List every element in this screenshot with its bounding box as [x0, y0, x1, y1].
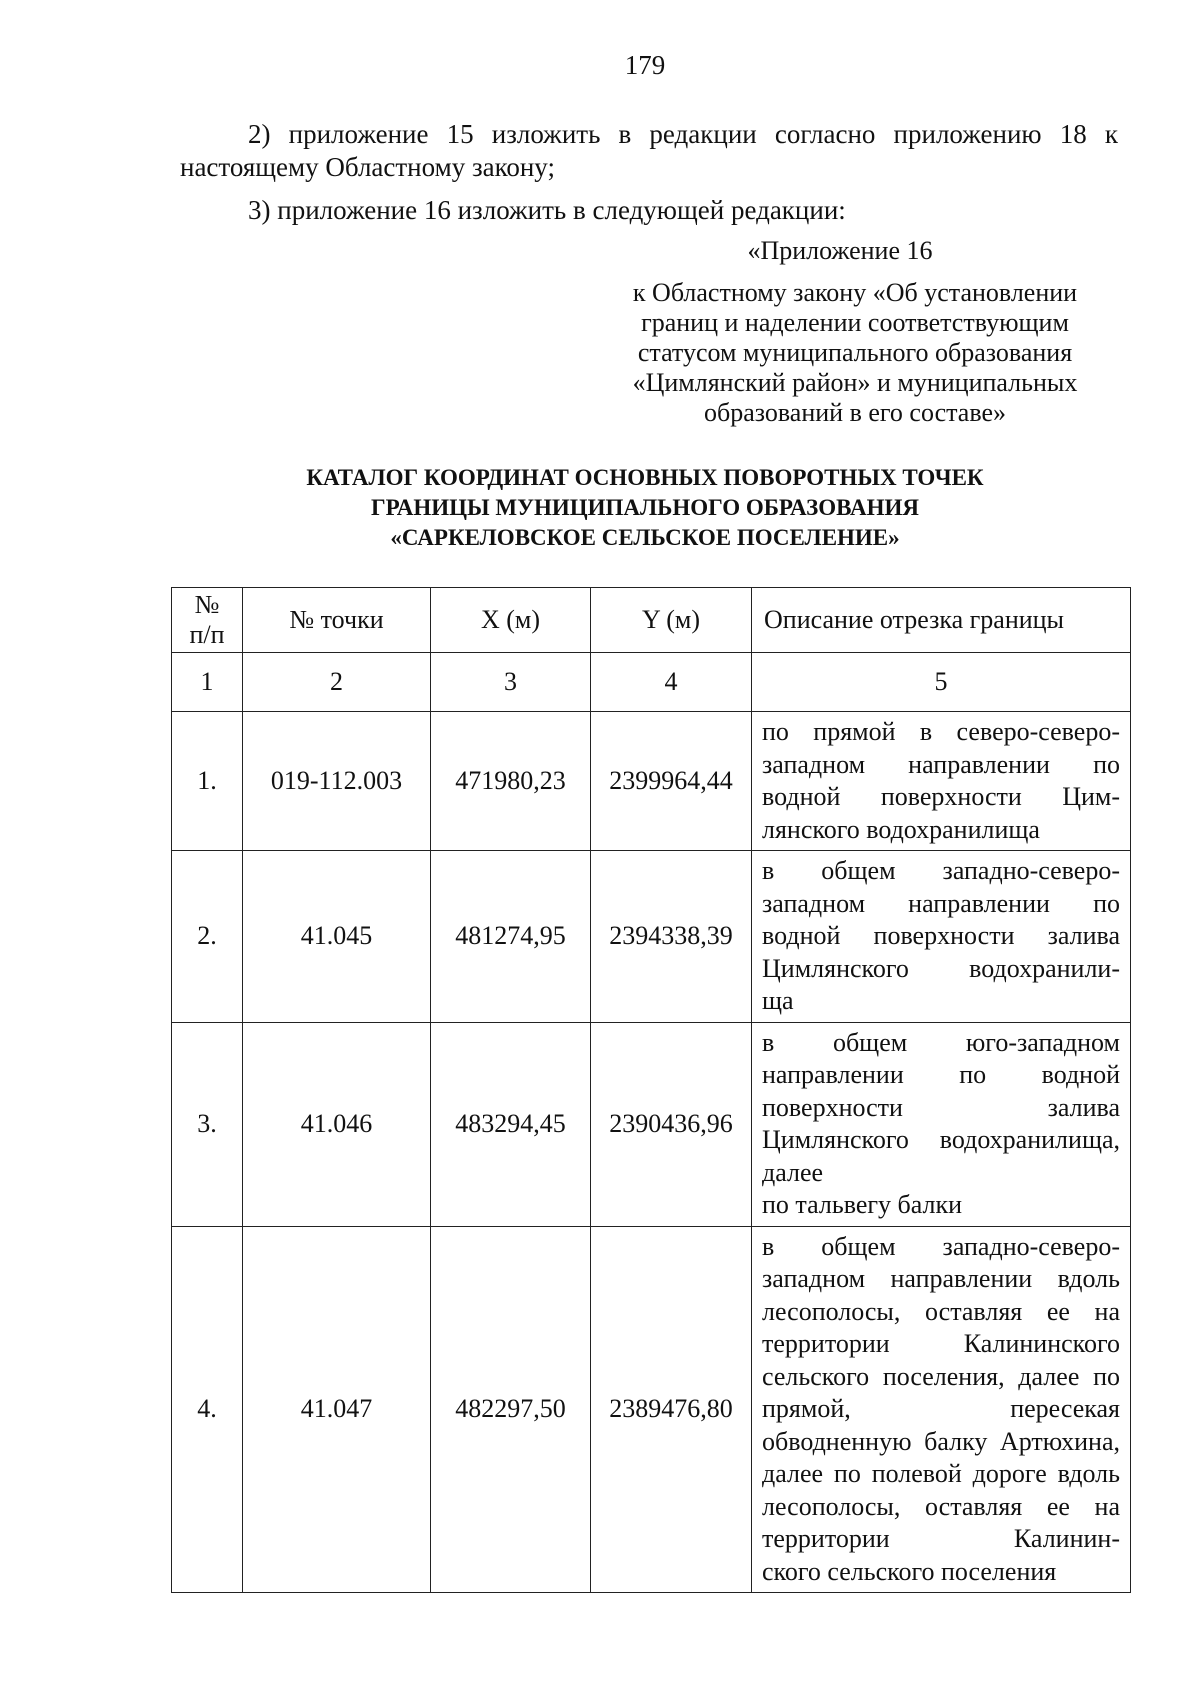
row-description-end: ща	[762, 986, 794, 1015]
row-point: 41.047	[243, 1226, 431, 1593]
appendix-line: границ и наделении соответствующим	[641, 308, 1069, 337]
row-description	[752, 1022, 1131, 1226]
row-point: 41.046	[243, 1022, 431, 1226]
row-x: 483294,45	[431, 1022, 591, 1226]
paragraph-item-3: 3) приложение 16 изложить в следующей редакции:	[248, 195, 846, 225]
table-row	[172, 851, 1131, 1023]
column-number: 5	[752, 653, 1131, 712]
table-row	[172, 712, 1131, 851]
catalog-title-line: «САРКЕЛОВСКОЕ СЕЛЬСКОЕ ПОСЕЛЕНИЕ»	[390, 525, 900, 550]
row-y: 2399964,44	[591, 712, 752, 851]
header-point: № точки	[243, 588, 431, 653]
row-description	[752, 712, 1131, 851]
row-x: 471980,23	[431, 712, 591, 851]
row-description	[752, 1226, 1131, 1593]
table-row	[172, 1022, 1131, 1226]
row-number: 4.	[172, 1226, 243, 1593]
header-x: X (м)	[431, 588, 591, 653]
appendix-line: к Областному закону «Об установлении	[632, 278, 1078, 307]
row-description-end: лянского водохранилища	[762, 814, 1040, 844]
column-number: 3	[431, 653, 591, 712]
column-number: 4	[591, 653, 752, 712]
table-row	[172, 1226, 1131, 1593]
appendix-reference	[590, 278, 1120, 428]
appendix-line: образований в его составе»	[703, 398, 1007, 427]
row-y: 2390436,96	[591, 1022, 752, 1226]
row-description-end: по тальвегу балки	[762, 1190, 963, 1219]
row-description-text: по прямой в северо-северо-западном направлении по водной поверхности Цим-	[762, 717, 1120, 811]
appendix-line: статусом муниципального образования	[637, 338, 1073, 367]
row-x: 481274,95	[431, 851, 591, 1023]
appendix-line: «Цимлянский район» и муниципальных	[632, 368, 1078, 397]
catalog-title	[160, 463, 1130, 553]
coordinates-table	[171, 587, 1131, 1593]
row-description-end: ского сельского поселения	[762, 1556, 1057, 1586]
row-number: 3.	[172, 1022, 243, 1226]
row-number: 2.	[172, 851, 243, 1023]
header-y: Y (м)	[591, 588, 752, 653]
row-x: 482297,50	[431, 1226, 591, 1593]
row-description-text: в общем юго-западном направлении по водной поверхности залива Цимлянского водохранилища, далее	[762, 1027, 1120, 1187]
header-number-top: №	[194, 590, 220, 619]
row-description-text: в общем западно-северо-западном направлении по водной поверхности залива Цимлянского водохранили-	[762, 856, 1120, 983]
row-point: 019-112.003	[243, 712, 431, 851]
appendix-title: «Приложение 16	[747, 236, 933, 265]
catalog-title-line: ГРАНИЦЫ МУНИЦИПАЛЬНОГО ОБРАЗОВАНИЯ	[371, 495, 919, 520]
row-number: 1.	[172, 712, 243, 851]
catalog-title-line: КАТАЛОГ КООРДИНАТ ОСНОВНЫХ ПОВОРОТНЫХ ТОЧЕК	[306, 465, 984, 490]
page-number: 179	[624, 50, 666, 80]
row-description	[752, 851, 1131, 1023]
header-number	[172, 588, 243, 653]
row-point: 41.045	[243, 851, 431, 1023]
header-number-bottom: п/п	[189, 620, 225, 649]
column-number: 1	[172, 653, 243, 712]
column-number-row	[172, 653, 1131, 712]
header-description: Описание отрезка границы	[752, 588, 1131, 653]
paragraph-item-2: 2) приложение 15 изложить в редакции согласно приложению 18 к настоящему Областному закону;	[180, 119, 1118, 182]
column-number: 2	[243, 653, 431, 712]
row-y: 2394338,39	[591, 851, 752, 1023]
table-header-row	[172, 588, 1131, 653]
row-y: 2389476,80	[591, 1226, 752, 1593]
row-description-text: в общем западно-северо-западном направлении вдоль лесополосы, оставляя ее на территории Калининского сельского поселения, далее по прямой, пересекая обводненную балку Артюхина, далее по полевой дороге вдоль лесополосы, оставляя ее на территории Калинин-	[762, 1231, 1120, 1553]
